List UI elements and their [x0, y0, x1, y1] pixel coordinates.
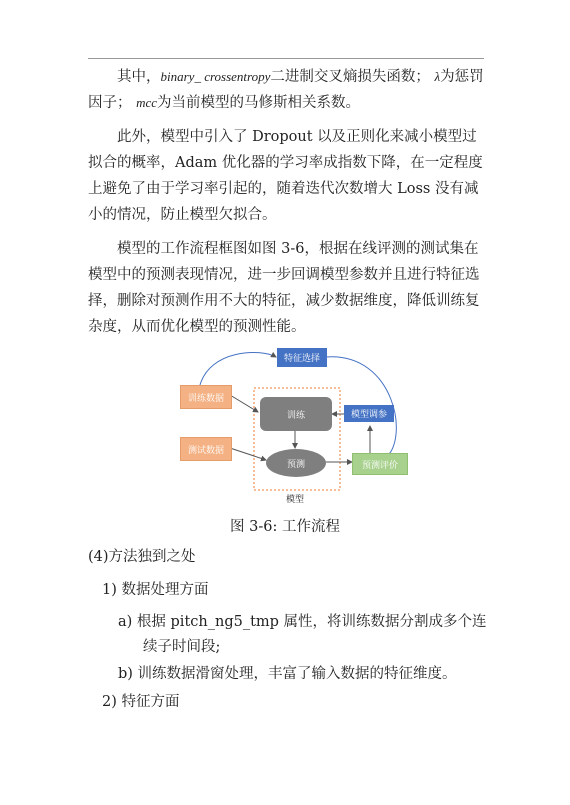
para1-tail2: 为当前模型的马修斯相关系数。	[157, 95, 361, 111]
para1-line2-start: 因子；	[88, 95, 132, 111]
arrow-train-data-to-feature	[200, 352, 276, 385]
term-binary-crossentropy: binary_ crossentropy	[160, 69, 271, 84]
list-item-2: 2) 特征方面	[102, 694, 180, 710]
term-lambda: λ	[434, 69, 441, 84]
header-rule	[88, 58, 484, 59]
tune-box: 模型调参	[344, 405, 394, 422]
paragraph-dropout: 此外，模型中引入了 Dropout 以及正则化来减小模型过拟合的概率，Adam 优化器的学习率成指数下降，在一定程度上避免了由于学习率引起的，随着迭代次数增大 Loss 没有减小的情况，防止模型欠拟合。	[88, 129, 483, 223]
list-item-1a: a) 根据 pitch_ng5_tmp 属性，将训练数据分割成多个连	[118, 614, 487, 630]
list-item-1: 1) 数据处理方面	[102, 582, 209, 598]
paragraph-loss-definition	[88, 64, 490, 116]
evaluate-box: 预测评价	[352, 453, 408, 475]
para1-prefix: 其中，	[117, 69, 161, 85]
train-box: 训练	[260, 397, 332, 431]
list-item-1b: b) 训练数据滑窗处理，丰富了输入数据的特征维度。	[118, 666, 457, 682]
term-mcc: mcc	[136, 95, 158, 110]
test-data-box: 测试数据	[180, 437, 232, 461]
section-heading: (4)方法独到之处	[88, 549, 196, 565]
model-label: 模型	[285, 494, 304, 505]
arrow-test-data-to-predict	[230, 448, 266, 460]
para1-tail1: 为惩罚	[440, 69, 484, 85]
para1-mid: 二进制交叉熵损失函数；	[270, 69, 430, 85]
train-data-box: 训练数据	[180, 385, 232, 409]
list-item-1a-cont: 续子时间段;	[143, 639, 221, 655]
feature-select-box: 特征选择	[277, 348, 327, 367]
paragraph-workflow: 模型的工作流程框图如图 3-6，根据在线评测的测试集在模型中的预测表现情况，进一步回调模型参数并且进行特征选择，删除对预测作用不大的特征，减少数据维度，降低训练复杂度，从而优化模型的预测性能。	[88, 241, 480, 335]
figure-caption: 图 3-6: 工作流程	[230, 519, 340, 535]
predict-ellipse: 预测	[266, 449, 326, 477]
